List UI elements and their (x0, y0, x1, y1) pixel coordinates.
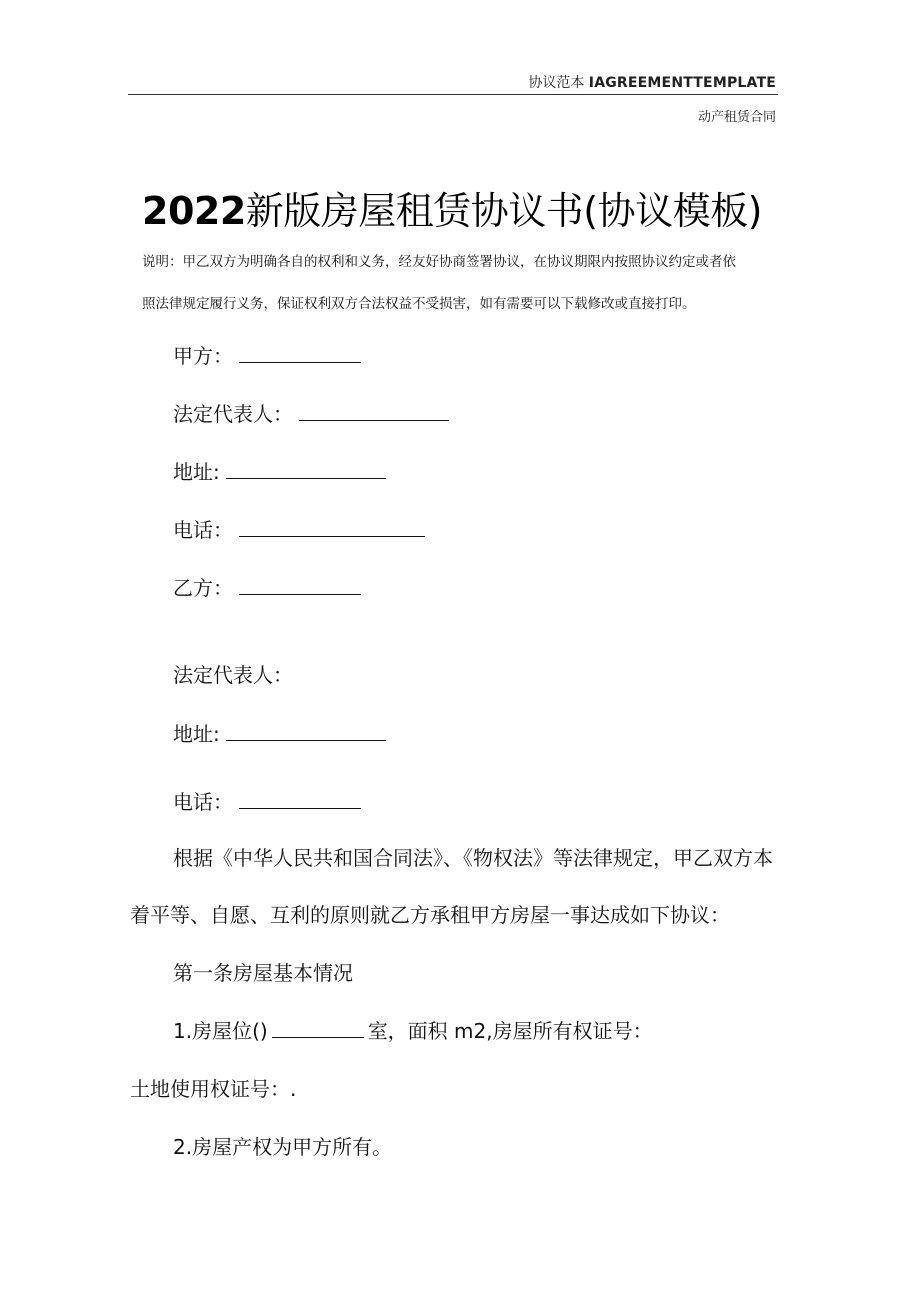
title-year: 2022 (142, 189, 246, 233)
title-text: 新版房屋租赁协议书(协议模板) (245, 189, 762, 233)
party-a-name-label: 甲方： (173, 344, 233, 368)
party-a-name-blank[interactable] (239, 342, 361, 363)
para1-line-1: 根据《中华人民共和国合同法》、《物权法》等法律规定，甲乙双方本 (173, 846, 773, 870)
party-b-name-field (173, 572, 361, 601)
party-a-phone-label: 电话： (173, 518, 233, 542)
note-line-1: 说明：甲乙双方为明确各自的权利和义务，经友好协商签署协议，在协议期限内按照协议约定或者依 (142, 254, 736, 270)
header-brand (528, 72, 776, 92)
item1-prefix: 1.房屋位() (173, 1019, 268, 1043)
item1-line (173, 1015, 653, 1044)
header-brand-en: IAGREEMENTTEMPLATE (588, 75, 776, 91)
party-a-name-field (173, 340, 361, 369)
party-b-address-label: 地址: (173, 722, 220, 746)
item1-continuation: 土地使用权证号：. (130, 1077, 297, 1101)
party-b-phone-blank[interactable] (239, 788, 361, 809)
party-b-name-blank[interactable] (239, 574, 361, 595)
party-a-rep-label: 法定代表人： (173, 402, 293, 426)
party-a-address-blank[interactable] (226, 458, 386, 479)
party-a-address-field (173, 456, 386, 485)
party-b-rep-label: 法定代表人： (173, 663, 293, 687)
party-a-phone-field (173, 514, 425, 543)
party-b-address-blank[interactable] (226, 720, 386, 741)
party-a-rep-blank[interactable] (299, 400, 449, 421)
party-b-address-field (173, 718, 386, 747)
header-divider (128, 94, 778, 95)
party-a-address-label: 地址: (173, 460, 220, 484)
document-title (142, 180, 762, 235)
header-subtitle: 动产租赁合同 (697, 110, 776, 125)
party-b-name-label: 乙方： (173, 576, 233, 600)
para1-line-2: 着平等、自愿、互利的原则就乙方承租甲方房屋一事达成如下协议： (130, 903, 730, 927)
party-a-rep-field (173, 398, 449, 427)
item1-room-blank[interactable] (272, 1017, 364, 1038)
party-b-phone-field (173, 786, 361, 815)
article1-title: 第一条房屋基本情况 (173, 961, 353, 985)
header-brand-cn: 协议范本 (528, 75, 589, 91)
party-b-rep-field (173, 659, 293, 688)
item1-suffix: 室，面积 m2,房屋所有权证号： (367, 1019, 653, 1043)
note-line-2: 照法律规定履行义务，保证权利双方合法权益不受损害，如有需要可以下载修改或直接打印。 (142, 296, 696, 312)
party-b-phone-label: 电话： (173, 790, 233, 814)
item2: 2.房屋产权为甲方所有。 (173, 1135, 393, 1159)
party-a-phone-blank[interactable] (239, 516, 425, 537)
